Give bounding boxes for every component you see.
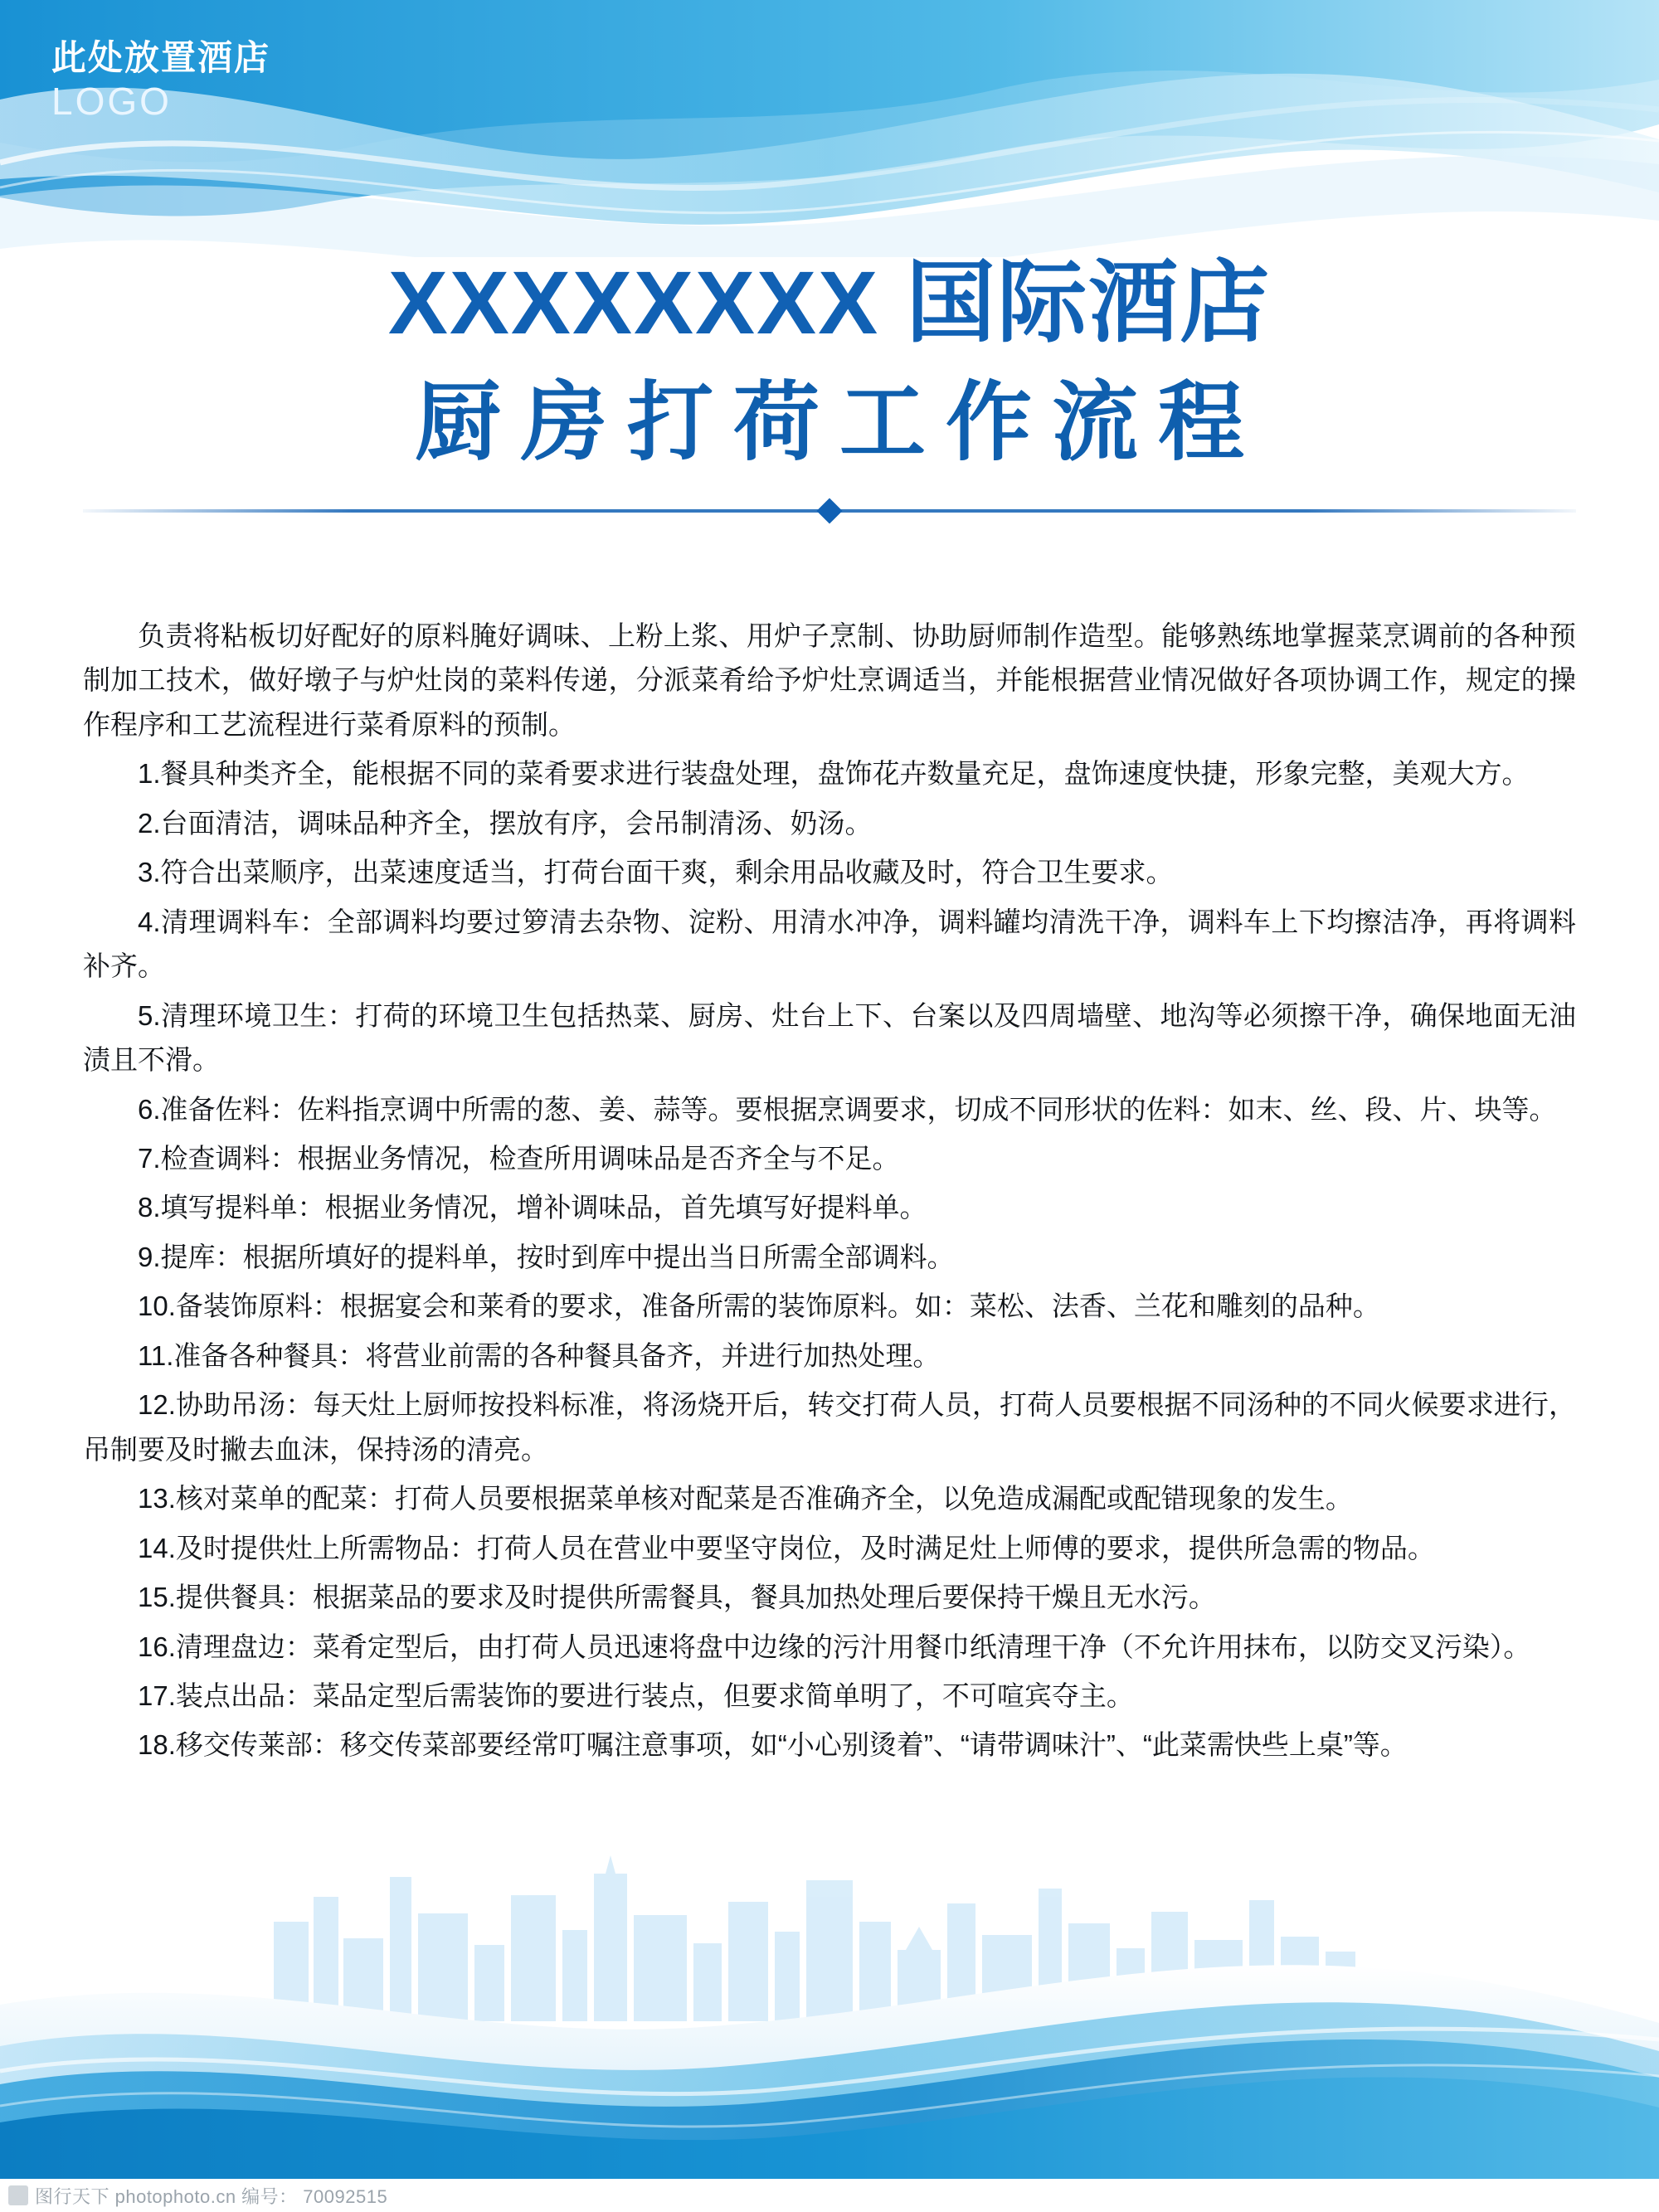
paragraph: 6.准备佐料：佐料指烹调中所需的葱、姜、蒜等。要根据烹调要求，切成不同形状的佐料：如末、丝、段、片、块等。 [138,1093,1557,1125]
paragraph: 13.核对菜单的配菜：打荷人员要根据菜单核对配菜是否准确齐全，以免造成漏配或配错现象的发生。 [138,1483,1353,1514]
paragraph: 18.移交传莱部：移交传菜部要经常叮嘱注意事项，如“小心别烫着”、“请带调味汁”、“此菜需快些上桌”等。 [138,1729,1408,1761]
paragraph: 15.提供餐具：根据菜品的要求及时提供所需餐具，餐具加热处理后要保持干燥且无水污。 [138,1582,1216,1613]
paragraph: 9.提库：根据所填好的提料单，按时到库中提出当日所需全部调料。 [138,1241,955,1272]
paragraph: 8.填写提料单：根据业务情况，增补调味品，首先填写好提料单。 [138,1192,927,1223]
watermark-text: 图行天下 photophoto.cn 编号： 70092515 [35,2185,388,2207]
paragraph: 7.检查调料：根据业务情况，检查所用调味品是否齐全与不足。 [138,1142,900,1174]
paragraph: 4.清理调料车：全部调料均要过箩清去杂物、淀粉、用清水冲净，调料罐均清洗干净，调料车上下均擦洁净，再将调料补齐。 [83,906,1576,982]
paragraph: 10.备装饰原料：根据宴会和莱肴的要求，准备所需的装饰原料。如：菜松、法香、兰花和雕刻的品种。 [138,1291,1380,1322]
logo-line-1: 此处放置酒店 [51,38,271,77]
paragraph: 12.协助吊汤：每天灶上厨师按投料标准，将汤烧开后，转交打荷人员，打荷人员要根据不同汤种的不同火候要求进行，吊制要及时撇去血沫，保持汤的清亮。 [83,1389,1576,1465]
paragraph: 负责将粘板切好配好的原料腌好调味、上粉上浆、用炉子烹制、协助厨师制作造型。能够熟练地掌握菜烹调前的各种预制加工技术，做好墩子与炉灶岗的菜料传递，分派菜肴给予炉灶烹调适当，并能根据营业情况做好各项协调工作，规定的操作程序和工艺流程进行菜肴原料的预制。 [83,620,1576,740]
paragraph: 3.符合出菜顺序，出菜速度适当，打荷台面干爽，剩余用品收藏及时，符合卫生要求。 [138,857,1174,888]
footer-decoration [0,1797,1659,2179]
title-divider [83,509,1576,513]
body-content [83,614,1576,1772]
watermark-bar [0,2179,1659,2212]
paragraph: 5.清理环境卫生：打荷的环境卫生包括热菜、厨房、灶台上下、台案以及四周墙壁、地沟等必须擦干净，确保地面无油渍且不滑。 [83,999,1576,1076]
title-block [0,249,1659,513]
paragraph: 14.及时提供灶上所需物品：打荷人员在营业中要坚守岗位，及时满足灶上师傅的要求，提供所急需的物品。 [138,1532,1435,1563]
page-title: XXXXXXXX 国际酒店 [387,252,1272,352]
page-subtitle: 厨房打荷工作流程 [414,374,1264,471]
footer-wave-graphic [0,1797,1659,2179]
watermark-logo-icon [8,2185,28,2205]
paragraph: 1.餐具种类齐全，能根据不同的菜肴要求进行装盘处理，盘饰花卉数量充足，盘饰速度快捷，形象完整，美观大方。 [138,758,1530,790]
logo-line-2: LOGO [51,80,172,124]
paragraph: 11.准备各种餐具：将营业前需的各种餐具备齐，并进行加热处理。 [138,1339,941,1371]
hotel-logo-placeholder [51,38,271,124]
paragraph: 17.装点出品：菜品定型后需装饰的要进行装点，但要求简单明了，不可喧宾夺主。 [138,1680,1134,1711]
paragraph: 2.台面清洁，调味品种齐全，摆放有序，会吊制清汤、奶汤。 [138,807,873,839]
paragraph: 16.清理盘边：菜肴定型后，由打荷人员迅速将盘中边缘的污汁用餐巾纸清理干净（不允许用抹布，以防交叉污染）。 [138,1631,1531,1662]
